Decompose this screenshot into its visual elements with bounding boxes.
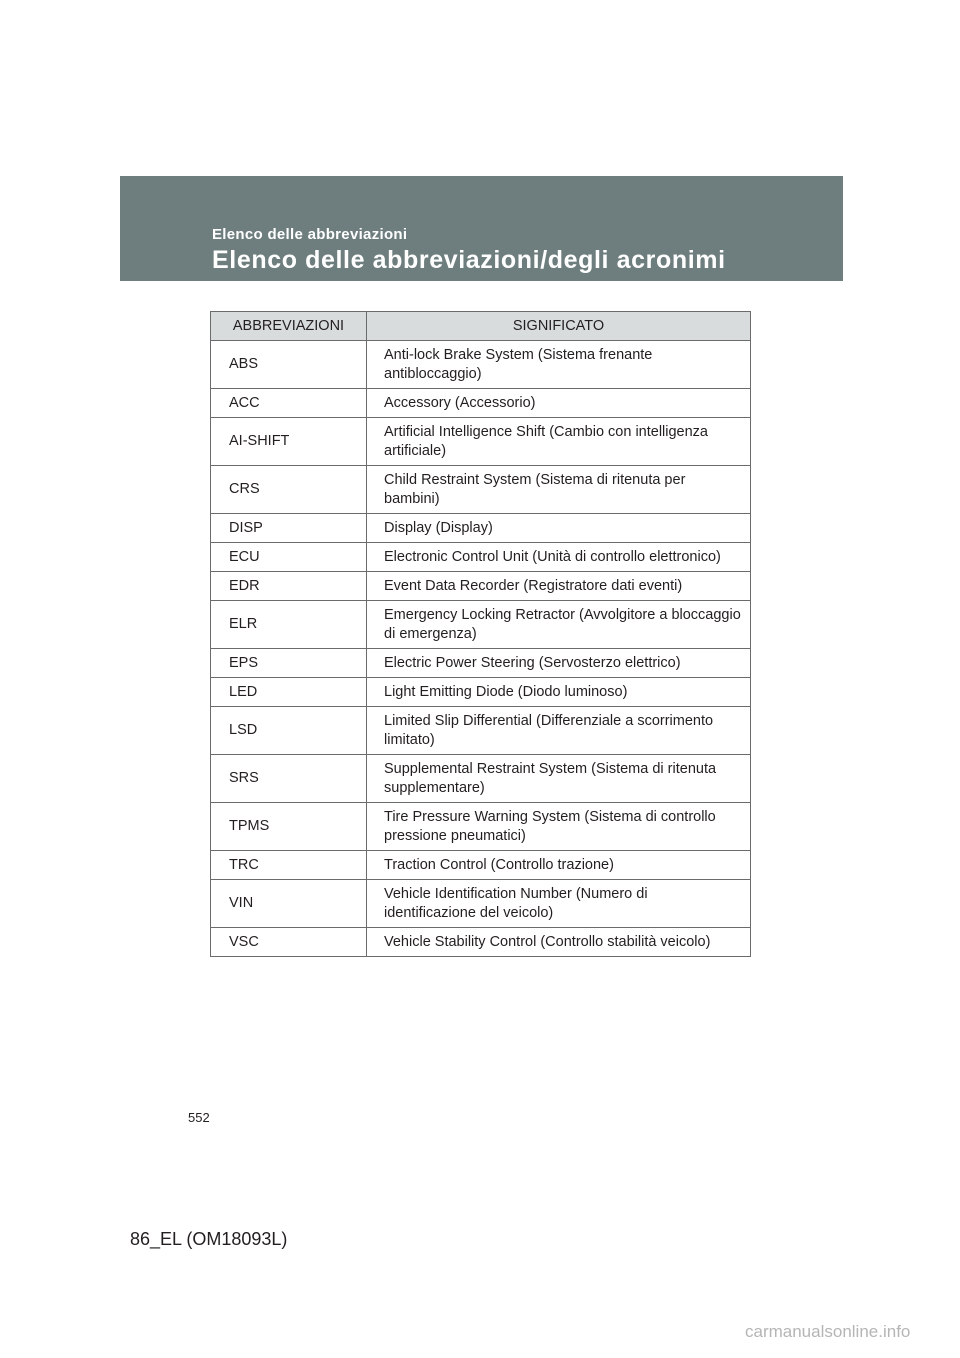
- meaning-cell: Electronic Control Unit (Unità di controllo elettronico): [367, 543, 751, 572]
- table-row: [211, 389, 751, 418]
- section-header-band: [120, 176, 843, 281]
- abbreviation-cell: VIN: [211, 880, 367, 928]
- abbreviation-cell: TRC: [211, 851, 367, 880]
- column-header-abbreviations: ABBREVIAZIONI: [211, 312, 367, 341]
- table-row: [211, 649, 751, 678]
- table-row: [211, 543, 751, 572]
- abbreviation-cell: ECU: [211, 543, 367, 572]
- watermark-text: carmanualsonline.info: [745, 1322, 911, 1341]
- column-header-meaning: SIGNIFICATO: [367, 312, 751, 341]
- table-header-row: [211, 312, 751, 341]
- abbreviation-cell: ACC: [211, 389, 367, 418]
- abbreviation-cell: SRS: [211, 755, 367, 803]
- table-row: [211, 928, 751, 957]
- meaning-cell: Light Emitting Diode (Diodo luminoso): [367, 678, 751, 707]
- table-row: [211, 418, 751, 466]
- table-row: [211, 514, 751, 543]
- table-row: [211, 678, 751, 707]
- table-row: [211, 851, 751, 880]
- abbreviation-cell: EDR: [211, 572, 367, 601]
- meaning-cell: Anti-lock Brake System (Sistema frenante antibloccaggio): [367, 341, 751, 389]
- abbreviation-cell: AI-SHIFT: [211, 418, 367, 466]
- abbreviation-cell: EPS: [211, 649, 367, 678]
- table-row: [211, 707, 751, 755]
- meaning-cell: Vehicle Stability Control (Controllo stabilità veicolo): [367, 928, 751, 957]
- table-row: [211, 880, 751, 928]
- abbreviation-cell: DISP: [211, 514, 367, 543]
- meaning-cell: Child Restraint System (Sistema di ritenuta per bambini): [367, 466, 751, 514]
- abbreviation-cell: CRS: [211, 466, 367, 514]
- document-code: 86_EL (OM18093L): [130, 1229, 288, 1249]
- abbreviation-cell: TPMS: [211, 803, 367, 851]
- meaning-cell: Traction Control (Controllo trazione): [367, 851, 751, 880]
- table-row: [211, 466, 751, 514]
- abbreviation-cell: ELR: [211, 601, 367, 649]
- table-row: [211, 755, 751, 803]
- table-row: [211, 341, 751, 389]
- meaning-cell: Artificial Intelligence Shift (Cambio con intelligenza artificiale): [367, 418, 751, 466]
- table-row: [211, 601, 751, 649]
- meaning-cell: Vehicle Identification Number (Numero di identificazione del veicolo): [367, 880, 751, 928]
- meaning-cell: Electric Power Steering (Servosterzo elettrico): [367, 649, 751, 678]
- meaning-cell: Accessory (Accessorio): [367, 389, 751, 418]
- table-row: [211, 572, 751, 601]
- meaning-cell: Emergency Locking Retractor (Avvolgitore a bloccaggio di emergenza): [367, 601, 751, 649]
- meaning-cell: Event Data Recorder (Registratore dati eventi): [367, 572, 751, 601]
- meaning-cell: Tire Pressure Warning System (Sistema di controllo pressione pneumatici): [367, 803, 751, 851]
- abbreviation-cell: ABS: [211, 341, 367, 389]
- meaning-cell: Limited Slip Differential (Differenziale a scorrimento limitato): [367, 707, 751, 755]
- abbreviations-table: [210, 311, 751, 957]
- meaning-cell: Display (Display): [367, 514, 751, 543]
- section-label: Elenco delle abbreviazioni: [212, 226, 408, 243]
- abbreviation-cell: LSD: [211, 707, 367, 755]
- abbreviation-cell: LED: [211, 678, 367, 707]
- meaning-cell: Supplemental Restraint System (Sistema di ritenuta supplementare): [367, 755, 751, 803]
- page-title: Elenco delle abbreviazioni/degli acronimi: [212, 246, 726, 274]
- page-number: 552: [188, 1110, 210, 1125]
- abbreviation-cell: VSC: [211, 928, 367, 957]
- table-row: [211, 803, 751, 851]
